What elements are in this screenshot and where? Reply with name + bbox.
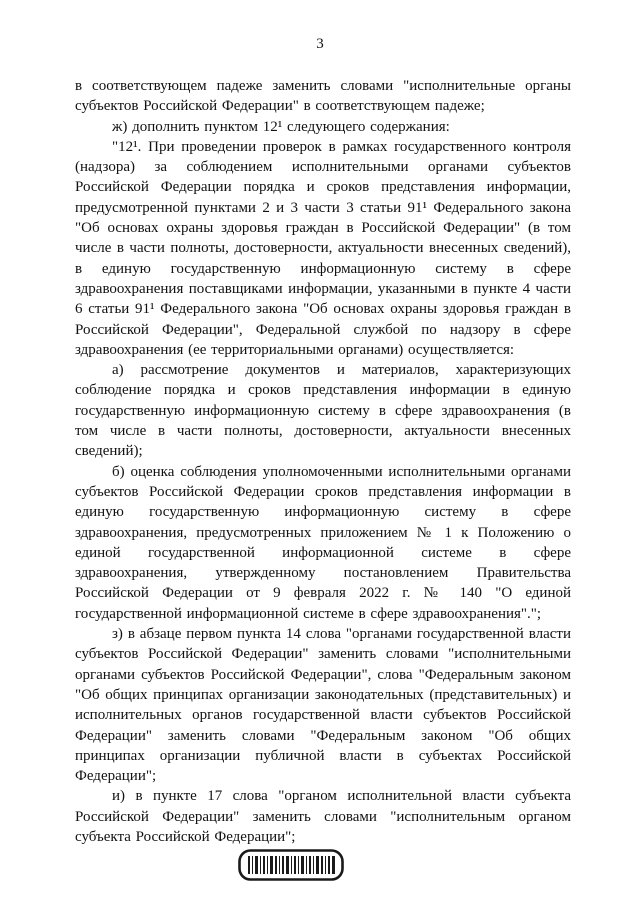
paragraph: ж) дополнить пунктом 12¹ следующего содержания: bbox=[112, 118, 450, 135]
document-body bbox=[75, 76, 571, 847]
page-number: 3 bbox=[316, 36, 324, 52]
paragraph: а) рассмотрение документов и материалов, характеризующих соблюдение порядка и сроков представления информации в единую государственную информационную систему в сфере здравоохранения (в том числе в части полноты, достоверности, актуальности внесенных сведений); bbox=[75, 362, 571, 460]
paragraph: б) оценка соблюдения уполномоченными исполнительными органами субъектов Российской Федерации сроков представления информации в единую государственную информационную систему в сфере здравоохранения, предусмотренных приложением № 1 к Положению о единой государственной информационной системе в сфере здравоохранения, утвержденному постановлением Правительства Российской Федерации от 9 февраля 2022 г. № 140 "О единой государственной информационной системе в сфере здравоохранения"."; bbox=[75, 463, 571, 622]
paragraph: и) в пункте 17 слова "органом исполнительной власти субъекта Российской Федерации" заменить словами "исполнительным органом субъекта Российской Федерации"; bbox=[75, 788, 571, 845]
barcode-stamp-icon bbox=[238, 849, 344, 881]
paragraph: в соответствующем падеже заменить словами "исполнительные органы субъектов Российской Федерации" в соответствующем падеже; bbox=[75, 78, 571, 115]
paragraph: "12¹. При проведении проверок в рамках государственного контроля (надзора) за соблюдением исполнительными органами субъектов Российской Федерации порядка и сроков представления информации, предусмотренной пунктами 2 и 3 части 3 статьи 91¹ Федерального закона "Об основах охраны здоровья граждан в Российской Федерации" (в том числе в части полноты, достоверности, актуальности внесенных сведений), в единую государственную информационную систему в сфере здравоохранения поставщиками информации, указанными в пункте 4 части 6 статьи 91¹ Федерального закона "Об основах охраны здоровья граждан в Российской Федерации", Федеральной службой по надзору в сфере здравоохранения (ее территориальными органами) осуществляется: bbox=[75, 138, 571, 358]
paragraph: з) в абзаце первом пункта 14 слова "органами государственной власти субъектов Российской Федерации" заменить словами "исполнительными органами субъектов Российской Федерации", слова "Федеральным законом "Об общих принципах организации законодательных (представительных) и исполнительных органов государственной власти субъектов Российской Федерации" заменить словами "Федеральным законом "Об общих принципах организации публичной власти в субъектах Российской Федерации"; bbox=[75, 626, 571, 785]
